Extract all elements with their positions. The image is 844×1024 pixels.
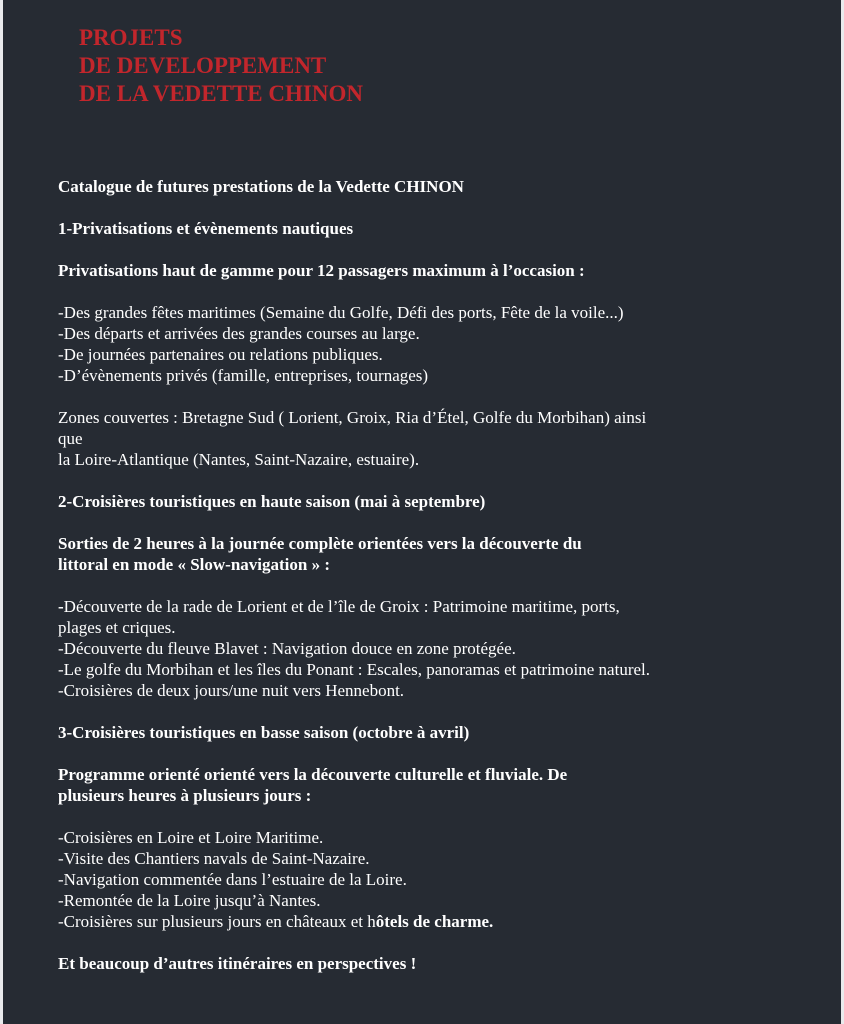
- zones-line: que: [58, 429, 83, 448]
- page-title: [79, 24, 363, 108]
- list-item-text: Découverte de la rade de Lorient et de l’île de Groix : Patrimoine maritime, ports,: [63, 597, 620, 616]
- section1-list: [58, 302, 798, 386]
- zones-line: la Loire-Atlantique (Nantes, Saint-Nazaire, estuaire).: [58, 450, 420, 469]
- list-item: plages et criques.: [58, 618, 176, 637]
- list-item: -Des départs et arrivées des grandes courses au large.: [58, 324, 420, 343]
- document-body: [58, 176, 798, 974]
- list-item: -Croisières de deux jours/une nuit vers Hennebont.: [58, 681, 405, 700]
- list-item: -D’évènements privés (famille, entreprises, tournages): [58, 366, 429, 385]
- list-item: [58, 596, 798, 617]
- list-item: -Découverte du fleuve Blavet : Navigation douce en zone protégée.: [58, 639, 516, 658]
- list-item: -De journées partenaires ou relations publiques.: [58, 345, 383, 364]
- intro-line: plusieurs heures à plusieurs jours :: [58, 786, 312, 805]
- section2-intro: [58, 533, 798, 575]
- zones-line: Zones couvertes : Bretagne Sud ( Lorient, Groix, Ria d’Étel, Golfe du Morbihan) ainsi: [58, 408, 647, 427]
- list-item: -Le golfe du Morbihan et les îles du Ponant : Escales, panoramas et patrimoine naturel.: [58, 660, 650, 679]
- section3-list: [58, 827, 798, 932]
- list-item-text: -Croisières sur plusieurs jours en châteaux et h: [58, 912, 376, 931]
- intro-line: littoral en mode « Slow-navigation » :: [58, 555, 330, 574]
- section1-intro: Privatisations haut de gamme pour 12 passagers maximum à l’occasion :: [58, 261, 585, 280]
- list-item: -Croisières en Loire et Loire Maritime.: [58, 828, 324, 847]
- zones-paragraph: [58, 407, 798, 470]
- section1-title: 1-Privatisations et évènements nautiques: [58, 219, 354, 238]
- title-line: DE DEVELOPPEMENT: [79, 53, 327, 78]
- page-edge-left: [0, 0, 3, 1024]
- closing-line: Et beaucoup d’autres itinéraires en perspectives !: [58, 954, 417, 973]
- title-line: PROJETS: [79, 25, 183, 50]
- section2-list: [58, 596, 798, 701]
- list-item: -Des grandes fêtes maritimes (Semaine du Golfe, Défi des ports, Fête de la voile...): [58, 303, 624, 322]
- list-item: -Visite des Chantiers navals de Saint-Nazaire.: [58, 849, 370, 868]
- list-item: [58, 911, 798, 932]
- list-item: -Remontée de la Loire jusqu’à Nantes.: [58, 891, 321, 910]
- intro-line: Sorties de 2 heures à la journée complète orientées vers la découverte du: [58, 534, 582, 553]
- section3-intro: [58, 764, 798, 806]
- title-line: DE LA VEDETTE CHINON: [79, 81, 363, 106]
- catalogue-heading: Catalogue de futures prestations de la Vedette CHINON: [58, 177, 464, 196]
- intro-line: Programme orienté orienté vers la découverte culturelle et fluviale. De: [58, 765, 568, 784]
- list-dash: -: [58, 597, 64, 616]
- list-item-bold-text: ôtels de charme.: [375, 912, 494, 931]
- section2-title: 2-Croisières touristiques en haute saison (mai à septembre): [58, 492, 486, 511]
- section3-title: 3-Croisières touristiques en basse saison (octobre à avril): [58, 723, 470, 742]
- list-item: -Navigation commentée dans l’estuaire de la Loire.: [58, 870, 407, 889]
